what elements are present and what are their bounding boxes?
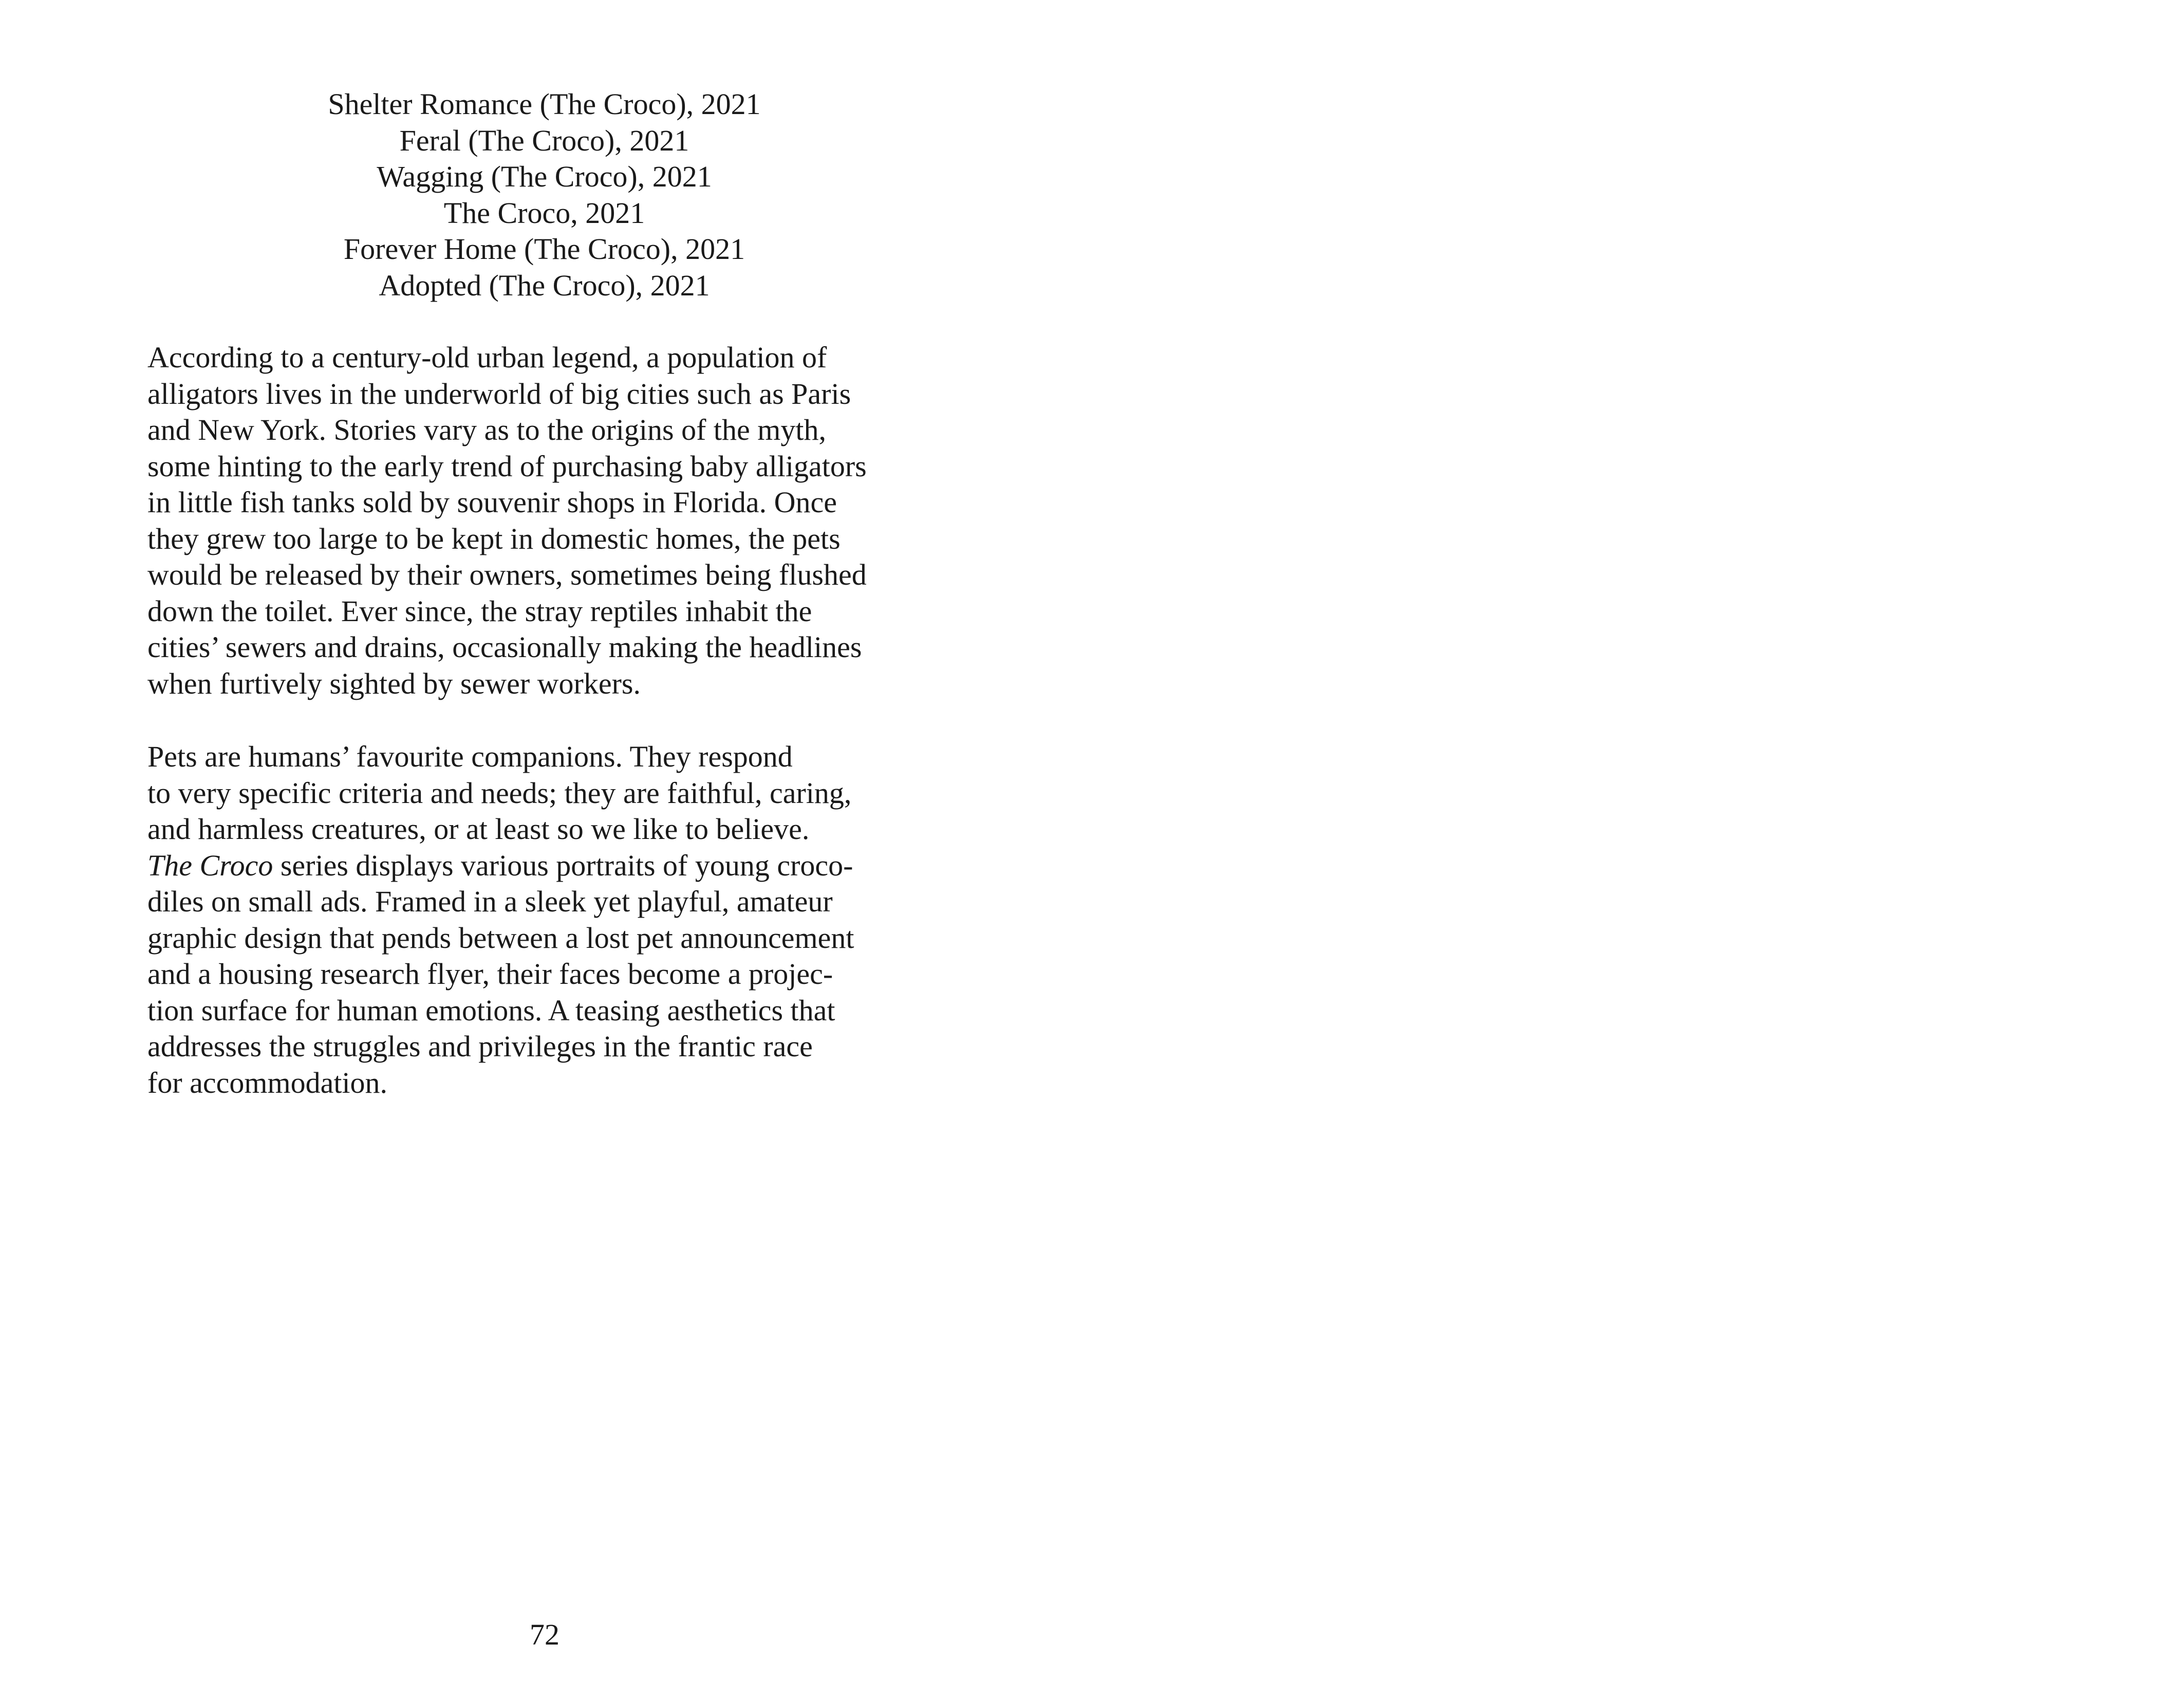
text-line: would be released by their owners, sometimes being flushed [147, 558, 867, 591]
text-line: when furtively sighted by sewer workers. [147, 666, 641, 700]
text-line: to very specific criteria and needs; they are faithful, caring, [147, 776, 852, 810]
work-title: Wagging (The Croco), 2021 [377, 160, 712, 193]
work-title: Feral (The Croco), 2021 [399, 123, 689, 157]
text-line: and a housing research flyer, their faces become a projec- [147, 957, 833, 991]
text-line: graphic design that pends between a lost pet announcement [147, 921, 854, 955]
text-line: some hinting to the early trend of purchasing baby alligators [147, 449, 867, 483]
text-line: addresses the struggles and privileges in the frantic race [147, 1030, 813, 1063]
text-line: they grew too large to be kept in domestic homes, the pets [147, 521, 841, 555]
text-fragment: series displays various portraits of young croco- [273, 848, 853, 882]
text-line: diles on small ads. Framed in a sleek yet playful, amateur [147, 885, 833, 918]
text-line: in little fish tanks sold by souvenir shops in Florida. Once [147, 486, 837, 519]
text-line: for accommodation. [147, 1066, 388, 1099]
text-line: down the toilet. Ever since, the stray reptiles inhabit the [147, 594, 812, 628]
works-list [147, 86, 941, 304]
paragraph-the-croco-series [147, 739, 949, 1101]
text-line [147, 848, 949, 884]
paragraph-urban-legend [147, 340, 949, 702]
work-title: Adopted (The Croco), 2021 [379, 268, 710, 302]
page-number: 72 [530, 1618, 559, 1651]
text-line: tion surface for human emotions. A teasing aesthetics that [147, 993, 835, 1027]
work-title: Forever Home (The Croco), 2021 [343, 232, 745, 266]
text-line: According to a century-old urban legend, a population of [147, 341, 827, 374]
work-title: The Croco, 2021 [443, 196, 645, 230]
text-line: cities’ sewers and drains, occasionally making the headlines [147, 630, 862, 664]
text-line: Pets are humans’ favourite companions. They respond [147, 740, 793, 773]
work-title: Shelter Romance (The Croco), 2021 [328, 87, 761, 121]
series-title-italic: The Croco [147, 848, 273, 882]
text-line: and New York. Stories vary as to the origins of the myth, [147, 413, 826, 446]
text-line: and harmless creatures, or at least so we like to believe. [147, 812, 810, 846]
text-line: alligators lives in the underworld of big cities such as Paris [147, 377, 851, 410]
